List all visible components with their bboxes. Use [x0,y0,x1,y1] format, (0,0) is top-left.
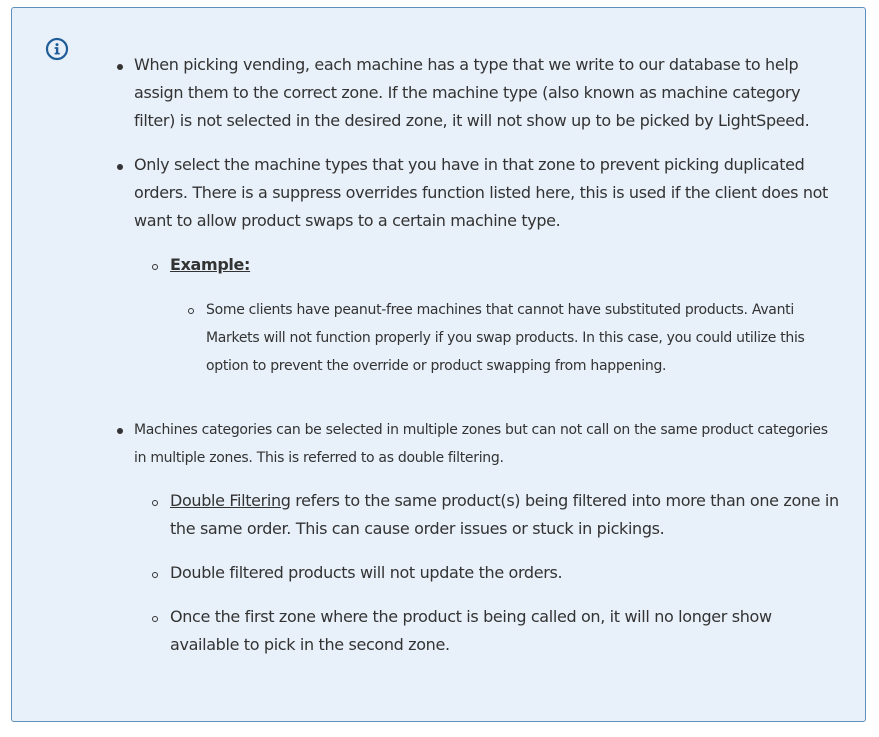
sub-list-item-text: Once the first zone where the product is being called on, it will no longer show available to pick in the second zone. [170,607,772,654]
bullet-disc-icon [117,428,123,434]
info-icon [45,37,69,61]
double-filtering-term: Double Filtering [170,491,291,510]
bullet-circle-icon [152,572,158,578]
bullet-circle-icon [152,616,158,622]
bullet-circle-icon [152,500,158,506]
bullet-circle-icon [188,308,194,314]
info-callout [11,7,866,722]
sub-list-item-text [170,487,840,543]
bullet-circle-icon [152,264,158,270]
list-item-text: Only select the machine types that you have in that zone to prevent picking duplicated orders. There is a suppress overrides function listed here, this is used if the client does not want to allow product swaps to a certain machine type. [134,155,828,230]
bullet-disc-icon [117,64,123,70]
example-label: Example: [170,255,251,274]
sub-list-item-text: Double filtered products will not update the orders. [170,563,563,582]
list-item-text: When picking vending, each machine has a type that we write to our database to help assign them to the correct zone. If the machine type (also known as machine category filter) is not selected in the desired zone, it will not show up to be picked by LightSpeed. [134,55,810,130]
list-item-text: Machines categories can be selected in multiple zones but can not call on the same product categories in multiple zones. This is referred to as double filtering. [134,422,828,466]
bullet-disc-icon [117,164,123,170]
example-detail: Some clients have peanut-free machines that cannot have substituted products. Avanti Markets will not function properly if you swap products. In this case, you could utilize this option to prevent the override or product swapping from happening. [206,302,805,374]
double-filtering-text: refers to the same product(s) being filtered into more than one zone in the same order. This can cause order issues or stuck in pickings. [170,491,839,538]
